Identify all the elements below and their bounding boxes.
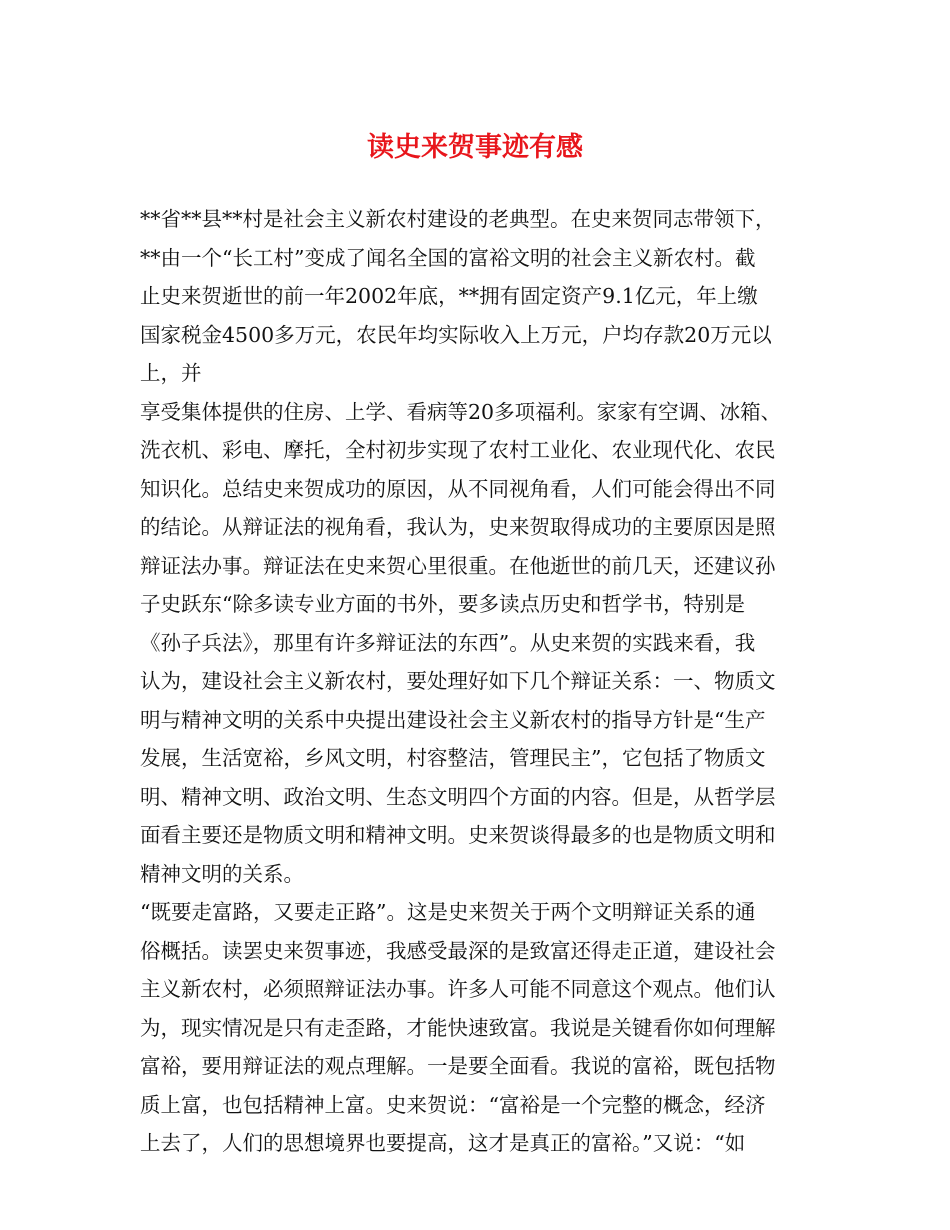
text-line: “既要走富路，又要走正路”。这是史来贺关于两个文明辩证关系的通 [140, 900, 756, 924]
text-line: 俗概括。读罢史来贺事迹，我感受最深的是致富还得走正道，建设社会 [140, 938, 776, 963]
text-line: 辩证法办事。辩证法在史来贺心里很重。在他逝世的前几天，还建议孙 [140, 553, 776, 578]
text-line: 质上富，也包括精神上富。史来贺说：“富裕是一个完整的概念，经济 [140, 1092, 766, 1117]
text-line: 子史跃东“除多读专业方面的书外，要多读点历史和哲学书，特别是 [140, 592, 745, 616]
text-line: 洗衣机、彩电、摩托，全村初步实现了农村工业化、农业现代化、农民 [140, 438, 776, 462]
document-title: 读史来贺事迹有感 [367, 132, 583, 163]
text-line: 的结论。从辩证法的视角看，我认为，史来贺取得成功的主要原因是照 [140, 515, 776, 539]
text-line: 明、精神文明、政治文明、生态文明四个方面的内容。但是，从哲学层 [140, 784, 776, 809]
text-line: 止史来贺逝世的前一年2002年底，**拥有固定资产9.1亿元，年上缴 [140, 284, 758, 308]
text-line: 《孙子兵法》，那里有许多辩证法的东西”。从史来贺的实践来看，我 [140, 630, 756, 655]
text-line: 上去了，人们的思想境界也要提高，这才是真正的富裕。”又说：“如 [140, 1131, 746, 1155]
text-line: 知识化。总结史来贺成功的原因，从不同视角看，人们可能会得出不同 [140, 476, 776, 501]
text-line: 上，并 [140, 361, 202, 385]
text-line: **省**县**村是社会主义新农村建设的老典型。在史来贺同志带领下， [140, 207, 776, 231]
text-line: 享受集体提供的住房、上学、看病等20多项福利。家家有空调、冰箱、 [140, 399, 782, 424]
text-line: 主义新农村，必须照辩证法办事。许多人可能不同意这个观点。他们认 [140, 977, 776, 1001]
document-body [140, 200, 816, 1163]
text-line: 明与精神文明的关系中央提出建设社会主义新农村的指导方针是“生产 [140, 707, 766, 732]
text-line: 发展，生活宽裕，乡风文明，村容整洁，管理民主”，它包括了物质文 [140, 746, 766, 770]
text-line: 精神文明的关系。 [140, 861, 304, 886]
text-line: 面看主要还是物质文明和精神文明。史来贺谈得最多的也是物质文明和 [140, 823, 776, 847]
text-line: 富裕，要用辩证法的观点理解。一是要全面看。我说的富裕，既包括物 [140, 1054, 776, 1078]
text-line: 认为，建设社会主义新农村，要处理好如下几个辩证关系：一、物质文 [140, 669, 776, 693]
text-line: 为，现实情况是只有走歪路，才能快速致富。我说是关键看你如何理解 [140, 1015, 776, 1040]
text-line: **由一个“长工村”变成了闻名全国的富裕文明的社会主义新农村。截 [140, 245, 756, 270]
text-line: 国家税金4500多万元，农民年均实际收入上万元，户均存款20万元以 [140, 322, 772, 347]
